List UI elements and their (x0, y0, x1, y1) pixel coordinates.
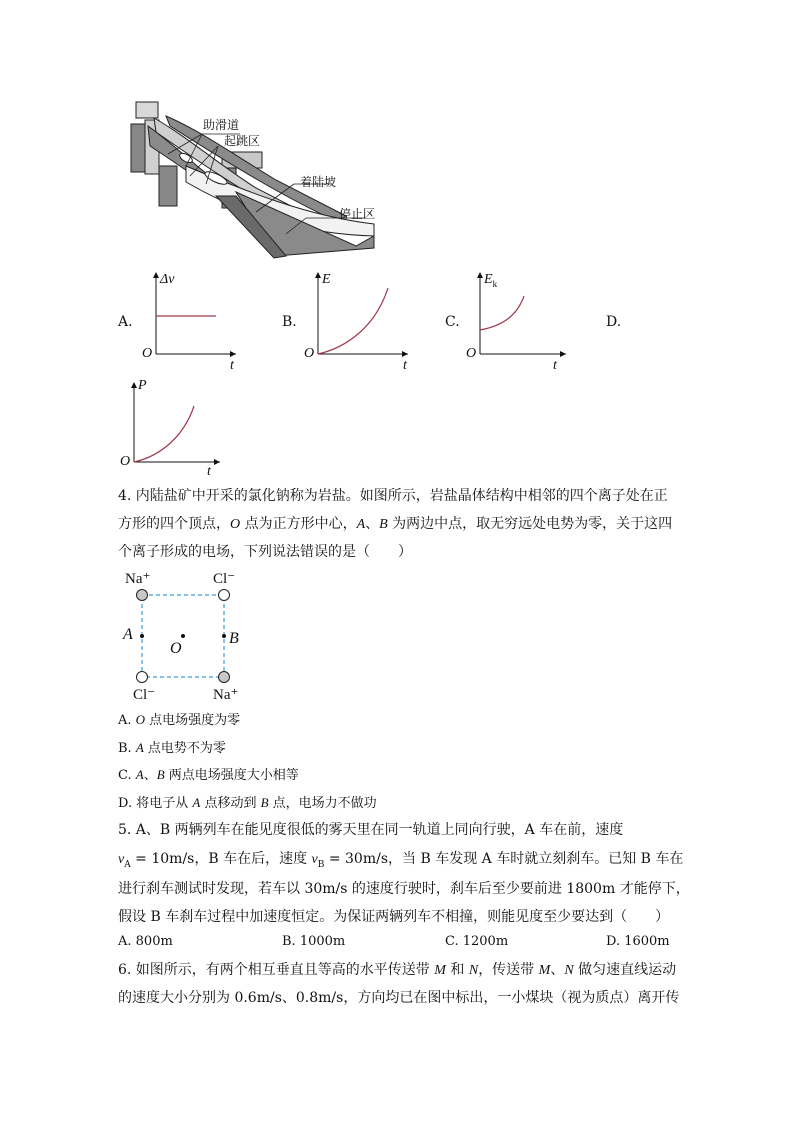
q4-option-a: A. O 点电场强度为零 (118, 712, 241, 728)
q4-option-c: C. A、B 两点电场强度大小相等 (118, 767, 299, 783)
option-d-x-axis: t (207, 464, 211, 479)
q5-line-3: 进行刹车测试时发现，若车以 30m/s 的速度行驶时，刹车后至少要前进 1800m 才能停下， (118, 881, 690, 897)
q6-line-1: 6. 如图所示，有两个相互垂直且等高的水平传送带 M 和 N，传送带 M、N 做匀速直线运动 (118, 962, 677, 978)
q5-choice-a: A. 800m (118, 934, 173, 949)
q5-line-2: $v_A = 10m/s$，B 车在后，速度 $v_B = 30m/s$，当 B 车发现 A 车时就立刻刹车。已知 B 车在 (118, 851, 684, 870)
q4-line-3: 个离子形成的电场，下列说法错误的是（ ） (118, 544, 412, 560)
option-c-origin: O (466, 346, 477, 361)
q5-line-4: 假设 B 车刹车过程中加速度恒定。为保证两辆列车不相撞，则能见度至少要达到（ ） (118, 909, 670, 925)
point-o-label: O (170, 640, 182, 657)
q5-choice-c: C. 1200m (445, 934, 509, 949)
option-c-graph (462, 268, 572, 372)
ion-bottom-left: Cl⁻ (133, 687, 156, 703)
ion-bottom-right: Na⁺ (213, 687, 239, 703)
option-a-origin: O (142, 346, 153, 361)
option-b-graph (300, 268, 412, 372)
ion-top-right: Cl⁻ (213, 571, 236, 587)
q4-line-2: 方形的四个顶点，O 点为正方形中心，A、B 为两边中点，取无穷远处电势为零，关于这四 (118, 516, 673, 532)
q4-line-1: 4. 内陆盐矿中开采的氯化钠称为岩盐。如图所示，岩盐晶体结构中相邻的四个离子处在正 (118, 488, 668, 504)
option-a-y-axis: Δv (160, 272, 175, 287)
ion-square-figure (130, 585, 240, 687)
point-a-label: A (123, 626, 133, 643)
q5-line-1: 5. A、B 两辆列车在能见度很低的雾天里在同一轨道上同向行驶，A 车在前，速度 (118, 822, 624, 838)
option-d-y-axis: P (138, 378, 147, 393)
ion-top-left: Na⁺ (125, 571, 151, 587)
q6-line-2: 的速度大小分别为 0.6m/s、0.8m/s，方向均已在图中标出，一小煤块（视为质点）离开传 (118, 990, 680, 1006)
option-d-origin: O (120, 454, 131, 469)
label-landing-slope: 着陆坡 (300, 175, 337, 189)
option-b-label: B. (282, 314, 297, 330)
point-b-label: B (229, 630, 239, 647)
q5-choice-d: D. 1600m (606, 934, 670, 949)
option-d-graph (116, 378, 226, 478)
option-c-x-axis: t (553, 358, 557, 373)
option-c-y-axis: $E_k$ (484, 272, 498, 289)
option-a-label: A. (118, 314, 133, 330)
q4-option-b: B. A 点电势不为零 (118, 740, 226, 756)
option-c-label: C. (445, 314, 460, 330)
q5-choice-b: B. 1000m (282, 934, 346, 949)
option-b-origin: O (304, 346, 315, 361)
option-b-y-axis: E (322, 272, 331, 287)
ski-jump-figure (126, 96, 386, 262)
label-stop-zone: 停止区 (339, 207, 376, 221)
label-in-run: 助滑道 (203, 118, 240, 132)
option-a-graph (136, 268, 246, 372)
label-take-off-zone: 起跳区 (224, 134, 261, 148)
option-b-x-axis: t (403, 358, 407, 373)
option-d-label: D. (606, 314, 622, 330)
option-a-x-axis: t (230, 358, 234, 373)
q4-option-d: D. 将电子从 A 点移动到 B 点，电场力不做功 (118, 795, 377, 811)
